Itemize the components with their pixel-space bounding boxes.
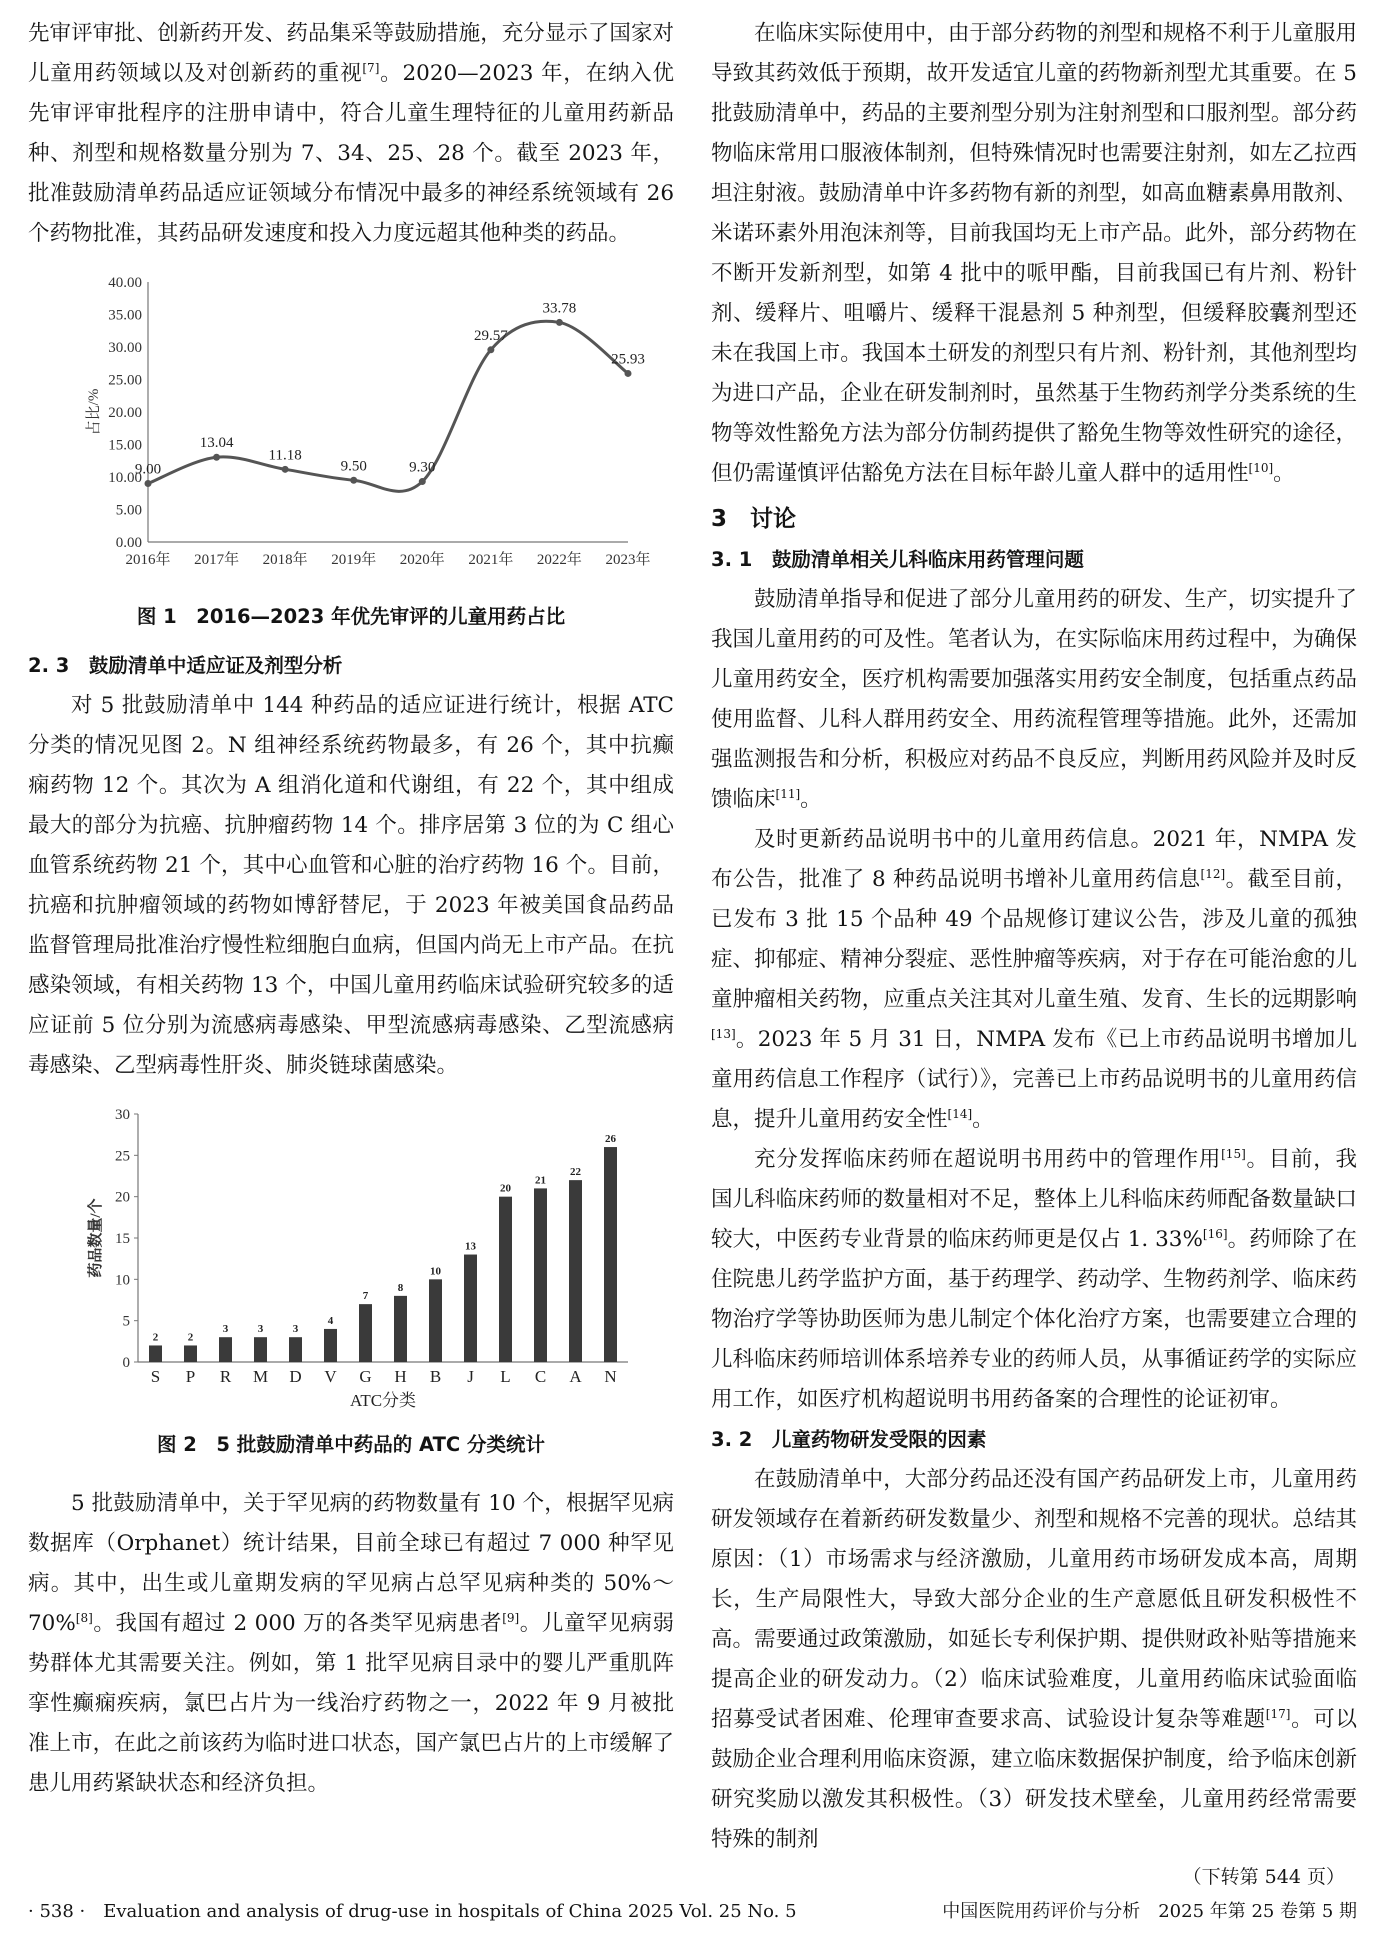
y-tick-label: 0.00 bbox=[115, 535, 142, 551]
text-run: 。2020—2023 年，在纳入优先审评审批程序的注册申请中，符合儿童生理特征的儿童用药新品种、剂型和规格数量分别为 7、34、25、28 个。截至 2023 年，批准鼓励清单药品适应证领域分布情况中最多的神经系统领域有 26 个药物批准，其药品研发速度和投入力度远超其他种类的药品。 bbox=[28, 61, 674, 246]
data-point bbox=[145, 480, 152, 487]
bar bbox=[184, 1345, 197, 1362]
data-label: 25.93 bbox=[611, 351, 645, 368]
footer-right: 中国医院用药评价与分析 2025 年第 25 卷第 5 期 bbox=[942, 1901, 1357, 1922]
x-tick-label: P bbox=[185, 1367, 196, 1386]
right-paragraph-2 bbox=[711, 580, 1357, 820]
x-tick-label: G bbox=[359, 1367, 372, 1386]
right-paragraph-5 bbox=[711, 1460, 1357, 1860]
data-label: 11.18 bbox=[268, 447, 302, 464]
text-run: 。儿童罕见病弱势群体尤其需要关注。例如，第 1 批罕见病目录中的婴儿严重肌阵挛性癫痫疾病，氯巴占片为一线治疗药物之一，2022 年 9 月被批准上市，在此之前该药为临时进口状态，国产氯巴占片的上市缓解了患儿用药紧缺状态和经济负担。 bbox=[28, 1611, 674, 1796]
y-tick-label: 10.00 bbox=[108, 470, 142, 486]
y-axis-title: 占比/% bbox=[86, 388, 102, 436]
text-run: 在临床实际使用中，由于部分药物的剂型和规格不利于儿童服用导致其药效低于预期，故开发适宜儿童的药物新剂型尤其重要。在 5 批鼓励清单中，药品的主要剂型分别为注射剂型和口服剂型。部分药物临床常用口服液体制剂，但特殊情况时也需要注射剂，如左乙拉西坦注射液。鼓励清单中许多药物有新的剂型，如高血糖素鼻用散剂、米诺环素外用泡沫剂等，目前我国均无上市产品。此外，部分药物在不断开发新剂型，如第 4 批中的哌甲酯，目前我国已有片剂、粉针剂、缓释片、咀嚼片、缓释干混悬剂 5 种剂型，但缓释胶囊剂型还未在我国上市。我国本土研发的剂型只有片剂、粉针剂，其他剂型均为进口产品，企业在研发制剂时，虽然基于生物药剂学分类系统的生物等效性豁免方法为部分仿制药提供了豁免生物等效性研究的途径，但仍需谨慎评估豁免方法在目标年龄儿童人群中的适用性 bbox=[711, 21, 1357, 486]
x-tick-label: B bbox=[429, 1367, 442, 1386]
right-column bbox=[711, 14, 1357, 1894]
text-run: 。 bbox=[1273, 461, 1295, 486]
x-tick-label: 2022年 bbox=[536, 552, 582, 568]
text-run: 。我国有超过 2 000 万的各类罕见病患者 bbox=[92, 1611, 503, 1636]
bar-value-label: 20 bbox=[500, 1182, 511, 1195]
left-paragraph-1 bbox=[28, 14, 674, 254]
data-label: 9.50 bbox=[340, 458, 367, 475]
bar bbox=[429, 1279, 442, 1362]
text-run: 。 bbox=[972, 1107, 994, 1132]
y-tick-label: 5.00 bbox=[115, 502, 142, 519]
bar bbox=[394, 1296, 407, 1362]
bar-value-label: 3 bbox=[257, 1323, 264, 1336]
x-tick-label: N bbox=[604, 1367, 617, 1386]
x-tick-label: 2016年 bbox=[125, 552, 171, 568]
x-tick-label: D bbox=[289, 1367, 302, 1386]
citation-ref[interactable]: [12] bbox=[1200, 866, 1226, 881]
text-run: 。截至目前，已发布 3 批 15 个品种 49 个品规修订建议公告，涉及儿童的孤独症、抑郁症、精神分裂症、恶性肿瘤等疾病，对于存在可能治愈的儿童肿瘤相关药物，应重点关注其对儿童生殖、发育、生长的远期影响 bbox=[711, 867, 1357, 1012]
text-run: 。药师除了在住院患儿药学监护方面，基于药理学、药动学、生物药剂学、临床药物治疗学等协助医师为患儿制定个体化治疗方案，也需要建立合理的儿科临床药师培训体系培养专业的药师人员，从事循证药学的实际应用工作，如医疗机构超说明书用药备案的合理性的论证初审。 bbox=[711, 1227, 1357, 1412]
y-tick-label: 30 bbox=[115, 1107, 130, 1123]
left-column bbox=[28, 14, 674, 1804]
x-tick-label: A bbox=[569, 1367, 582, 1386]
bar-value-label: 8 bbox=[397, 1281, 404, 1294]
bar bbox=[149, 1345, 162, 1362]
x-tick-label: H bbox=[394, 1367, 407, 1386]
bar-value-label: 2 bbox=[187, 1331, 194, 1344]
x-tick-label: 2019年 bbox=[331, 552, 377, 568]
text-run: 5 批鼓励清单中，关于罕见病的药物数量有 10 个，根据罕见病数据库（Orphanet）统计结果，目前全球已有超过 7 000 种罕见病。其中，出生或儿童期发病的罕见病占总罕见病种类的 50%～70% bbox=[28, 1491, 674, 1636]
y-tick-label: 10 bbox=[115, 1272, 130, 1289]
bar-value-label: 4 bbox=[327, 1314, 334, 1327]
bar bbox=[254, 1337, 267, 1362]
text-run: 。目前，我国儿科临床药师的数量相对不足，整体上儿科临床药师配备数量缺口较大，中医药专业背景的临床药师更是仅占 1. 33% bbox=[711, 1147, 1357, 1252]
figure-2-caption: 图 2 5 批鼓励清单中药品的 ATC 分类统计 bbox=[157, 1433, 545, 1456]
text-run: 及时更新药品说明书中的儿童用药信息。2021 年，NMPA 发布公告，批准了 8 种药品说明书增补儿童用药信息 bbox=[711, 827, 1357, 892]
series-line bbox=[148, 321, 628, 491]
y-tick-label: 0 bbox=[122, 1355, 130, 1371]
text-run: 鼓励清单指导和促进了部分儿童用药的研发、生产，切实提升了我国儿童用药的可及性。笔者认为，在实际临床用药过程中，为确保儿童用药安全，医疗机构需要加强落实用药安全制度，包括重点药品使用监督、儿科人群用药安全、用药流程管理等措施。此外，还需加强监测报告和分析，积极应对药品不良反应，判断用药风险并及时反馈临床 bbox=[711, 587, 1357, 812]
y-tick-label: 15 bbox=[115, 1231, 130, 1247]
data-point bbox=[213, 454, 220, 461]
x-tick-label: 2023年 bbox=[605, 552, 651, 568]
citation-ref[interactable]: [8] bbox=[75, 1610, 93, 1625]
text-run: 。2023 年 5 月 31 日，NMPA 发布《已上市药品说明书增加儿童用药信息工作程序（试行）》，完善已上市药品说明书的儿童用药信息，提升儿童用药安全性 bbox=[711, 1027, 1357, 1132]
x-tick-label: 2021年 bbox=[468, 552, 514, 568]
x-axis-title: ATC分类 bbox=[349, 1391, 417, 1410]
data-label: 29.57 bbox=[473, 327, 508, 344]
left-paragraph-2: 对 5 批鼓励清单中 144 种药品的适应证进行统计，根据 ATC 分类的情况见图 2。N 组神经系统药物最多，有 26 个，其中抗癫痫药物 12 个。其次为 A 组消化道和代谢组，有 22 个，其中组成最大的部分为抗癌、抗肿瘤药物 14 个。排序居第 3 位的为 C 组心血管系统药物 21 个，其中心血管和心脏的治疗药物 16 个。目前，抗癌和抗肿瘤领域的药物如博舒替尼，于 2023 年被美国食品药品监督管理局批准治疗慢性粒细胞白血病，但国内尚无上市产品。在抗感染领域，有相关药物 13 个，中国儿童用药临床试验研究较多的适应证前 5 位分别为流感病毒感染、甲型流感病毒感染、乙型流感病毒感染、乙型病毒性肝炎、肺炎链球菌感染。 bbox=[28, 693, 674, 1078]
data-label: 9.30 bbox=[409, 459, 436, 476]
data-point bbox=[350, 477, 357, 484]
y-tick-label: 40.00 bbox=[108, 275, 142, 291]
bar-value-label: 22 bbox=[570, 1166, 581, 1179]
bar bbox=[499, 1197, 512, 1362]
citation-ref[interactable]: [11] bbox=[775, 786, 801, 801]
bar-value-label: 2 bbox=[152, 1331, 159, 1344]
y-tick-label: 5 bbox=[122, 1313, 130, 1330]
right-paragraph-4 bbox=[711, 1140, 1357, 1420]
y-tick-label: 35.00 bbox=[108, 307, 142, 324]
data-point bbox=[556, 319, 563, 326]
y-axis-title: 药品数量/个 bbox=[88, 1198, 104, 1278]
bar-value-label: 10 bbox=[430, 1265, 441, 1278]
bar-value-label: 26 bbox=[605, 1133, 616, 1146]
footer-left: · 538 · Evaluation and analysis of drug-use in hospitals of China 2025 Vol. 25 No. 5 bbox=[28, 1901, 797, 1922]
x-tick-label: 2020年 bbox=[399, 552, 445, 568]
data-point bbox=[625, 370, 632, 377]
x-tick-label: J bbox=[467, 1367, 474, 1386]
y-tick-label: 30.00 bbox=[108, 340, 142, 356]
bar bbox=[289, 1337, 302, 1362]
citation-ref[interactable]: [10] bbox=[1248, 460, 1274, 475]
x-tick-label: V bbox=[324, 1367, 337, 1386]
section-3-heading: 3 讨论 bbox=[711, 506, 797, 532]
y-tick-label: 25.00 bbox=[108, 372, 142, 389]
section-2-3-heading: 2. 3 鼓励清单中适应证及剂型分析 bbox=[28, 654, 343, 677]
x-tick-label: M bbox=[252, 1367, 269, 1386]
figure-2 bbox=[28, 1100, 674, 1416]
bar bbox=[359, 1304, 372, 1362]
x-tick-label: S bbox=[150, 1367, 161, 1386]
text-run: 先审评审批、创新药开发、药品集采等鼓励措施，充分显示了国家对儿童用药领域以及对创新药的重视 bbox=[28, 21, 674, 86]
bar-value-label: 3 bbox=[222, 1323, 229, 1336]
x-tick-label: R bbox=[219, 1367, 232, 1386]
figure-1-caption: 图 1 2016—2023 年优先审评的儿童用药占比 bbox=[136, 605, 566, 628]
bar-value-label: 3 bbox=[292, 1323, 299, 1336]
data-point bbox=[419, 478, 426, 485]
x-tick-label: 2017年 bbox=[194, 552, 240, 568]
section-3-1-heading: 3. 1 鼓励清单相关儿科临床用药管理问题 bbox=[711, 548, 1084, 571]
data-label: 13.04 bbox=[199, 435, 234, 452]
citation-ref[interactable]: [14] bbox=[947, 1106, 973, 1121]
data-label: 33.78 bbox=[542, 300, 577, 317]
y-tick-label: 20 bbox=[115, 1189, 130, 1206]
figure-1 bbox=[28, 262, 674, 592]
bar bbox=[219, 1337, 232, 1362]
text-run: 充分发挥临床药师在超说明书用药中的管理作用 bbox=[754, 1147, 1222, 1172]
bar bbox=[604, 1147, 617, 1362]
bar bbox=[324, 1329, 337, 1362]
citation-ref[interactable]: [15] bbox=[1221, 1146, 1246, 1161]
bar-value-label: 7 bbox=[362, 1290, 369, 1303]
text-run: 。 bbox=[800, 787, 822, 812]
bar-value-label: 13 bbox=[465, 1240, 476, 1253]
bar bbox=[569, 1180, 582, 1362]
y-tick-label: 15.00 bbox=[108, 437, 142, 454]
data-point bbox=[282, 466, 289, 473]
citation-ref[interactable]: [13] bbox=[711, 1026, 736, 1041]
right-paragraph-1 bbox=[711, 14, 1357, 494]
bar bbox=[534, 1188, 547, 1362]
figure-1-line-chart bbox=[28, 262, 674, 592]
text-run: 。可以鼓励企业合理利用临床资源，建立临床数据保护制度，给予临床创新研究奖励以激发其积极性。（3）研发技术壁垒，儿童用药经常需要特殊的制剂 bbox=[711, 1707, 1357, 1852]
citation-ref[interactable]: [17] bbox=[1265, 1706, 1291, 1721]
figure-2-bar-chart bbox=[28, 1100, 674, 1416]
right-paragraph-3 bbox=[711, 820, 1357, 1140]
data-point bbox=[487, 346, 494, 353]
x-tick-label: L bbox=[500, 1367, 511, 1386]
citation-ref[interactable]: [16] bbox=[1202, 1226, 1228, 1241]
citation-ref[interactable]: [7] bbox=[362, 60, 380, 75]
text-run: 在鼓励清单中，大部分药品还没有国产药品研发上市，儿童用药研发领域存在着新药研发数量少、剂型和规格不完善的现状。总结其原因：（1）市场需求与经济激励，儿童用药市场研发成本高，周期长，生产局限性大，导致大部分企业的生产意愿低且研发积极性不高。需要通过政策激励，如延长专利保护期、提供财政补贴等措施来提高企业的研发动力。（2）临床试验难度，儿童用药临床试验面临招募受试者困难、伦理审查要求高、试验设计复杂等难题 bbox=[711, 1467, 1357, 1732]
continued-note: （下转第 544 页） bbox=[1182, 1866, 1345, 1888]
citation-ref[interactable]: [9] bbox=[502, 1610, 520, 1625]
left-paragraph-3 bbox=[28, 1484, 674, 1804]
x-tick-label: C bbox=[534, 1367, 547, 1386]
bar-value-label: 21 bbox=[535, 1174, 546, 1187]
data-label: 9.00 bbox=[134, 461, 162, 478]
y-tick-label: 25 bbox=[115, 1148, 130, 1165]
section-3-2-heading: 3. 2 儿童药物研发受限的因素 bbox=[711, 1428, 987, 1451]
bar bbox=[464, 1255, 477, 1362]
x-tick-label: 2018年 bbox=[262, 552, 308, 568]
y-tick-label: 20.00 bbox=[108, 405, 142, 421]
